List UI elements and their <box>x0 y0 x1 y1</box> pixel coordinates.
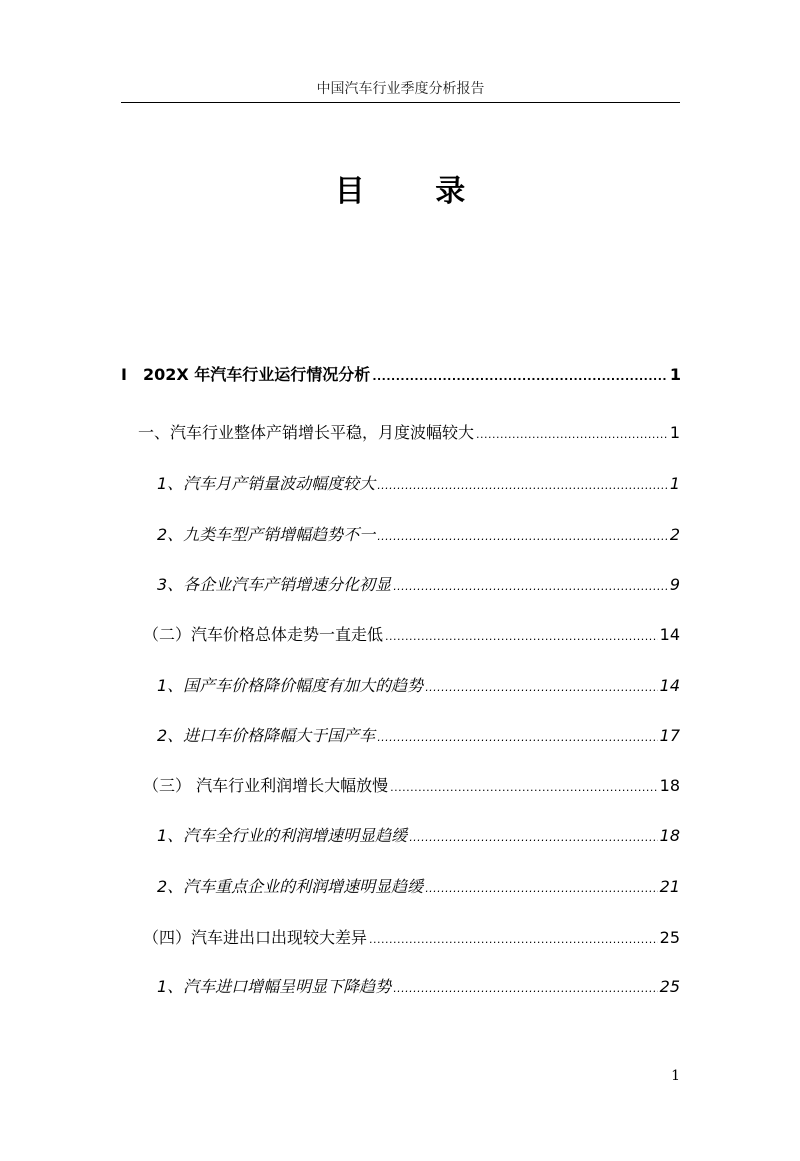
toc-entry-label: 一、汽车行业整体产销增长平稳，月度波幅较大 <box>138 423 475 442</box>
toc-entry-section-4[interactable] <box>143 927 680 951</box>
toc-leader-dots <box>393 978 657 1000</box>
toc-entry-label: 202X 年汽车行业运行情况分析 <box>143 365 371 384</box>
toc-entry-page: 18 <box>659 826 680 845</box>
toc-entry-subsection-4-1[interactable] <box>157 976 680 1000</box>
toc-entry-page: 9 <box>669 575 680 594</box>
toc-entry-page: 1 <box>669 474 680 493</box>
toc-title: 目 录 <box>334 174 496 209</box>
toc-entry-page: 14 <box>659 676 680 695</box>
toc-leader-dots <box>369 929 658 951</box>
toc-leader-dots <box>476 424 668 446</box>
toc-leader-dots <box>425 677 657 699</box>
toc-entry-label: 1、汽车进口增幅呈明显下降趋势 <box>157 977 392 996</box>
toc-entry-page: 18 <box>659 776 680 795</box>
toc-entry-subsection-3-1[interactable] <box>157 825 680 849</box>
toc-entry-label: 2、汽车重点企业的利润增速明显趋缓 <box>157 877 424 896</box>
toc-leader-dots <box>377 475 668 497</box>
toc-entry-label: 2、九类车型产销增幅趋势不一 <box>157 525 376 544</box>
toc-leader-dots <box>425 878 657 900</box>
toc-leader-dots <box>377 727 657 749</box>
toc-entry-page: 25 <box>659 928 680 947</box>
toc-entry-label: 1、汽车月产销量波动幅度较大 <box>157 474 376 493</box>
toc-leader-dots <box>390 777 658 799</box>
toc-entry-section-1[interactable] <box>138 422 680 446</box>
toc-entry-label: 1、国产车价格降价幅度有加大的趋势 <box>157 676 424 695</box>
toc-entry-subsection-3-2[interactable] <box>157 876 680 900</box>
toc-entry-page: 2 <box>669 525 680 544</box>
toc-entry-subsection-1-1[interactable] <box>157 473 680 497</box>
toc-entry-section-3[interactable] <box>143 775 680 799</box>
toc-entry-label: （四）汽车进出口出现较大差异 <box>143 928 368 947</box>
toc-entry-label: （三） 汽车行业利润增长大幅放慢 <box>143 776 389 795</box>
toc-leader-dots <box>409 827 657 849</box>
toc-entry-subsection-2-1[interactable] <box>157 675 680 699</box>
toc-entry-label: 3、各企业汽车产销增速分化初显 <box>157 575 392 594</box>
page-number: 1 <box>671 1068 680 1084</box>
toc-entry-label: 1、汽车全行业的利润增速明显趋缓 <box>157 826 408 845</box>
toc-leader-dots <box>393 576 668 598</box>
toc-leader-dots <box>385 626 658 648</box>
toc-entry-prefix: I <box>121 365 127 384</box>
toc-leader-dots <box>372 366 668 388</box>
toc-entry-label: （二）汽车价格总体走势一直走低 <box>143 625 384 644</box>
toc-entry-page: 17 <box>659 726 680 745</box>
toc-entry-subsection-1-3[interactable] <box>157 574 680 598</box>
toc-entry-page: 1 <box>669 423 680 442</box>
toc-entry-page: 25 <box>659 977 680 996</box>
toc-entry-page: 21 <box>659 877 680 896</box>
toc-leader-dots <box>377 526 668 548</box>
toc-entry-page: 14 <box>659 625 680 644</box>
toc-entry-section-2[interactable] <box>143 624 680 648</box>
running-header: 中国汽车行业季度分析报告 <box>316 81 485 97</box>
toc-entry-label: 2、进口车价格降幅大于国产车 <box>157 726 376 745</box>
toc-entry-page: 1 <box>669 365 681 384</box>
toc-entry-part-1[interactable] <box>121 364 681 388</box>
toc-entry-subsection-2-2[interactable] <box>157 725 680 749</box>
toc-entry-subsection-1-2[interactable] <box>157 524 680 548</box>
